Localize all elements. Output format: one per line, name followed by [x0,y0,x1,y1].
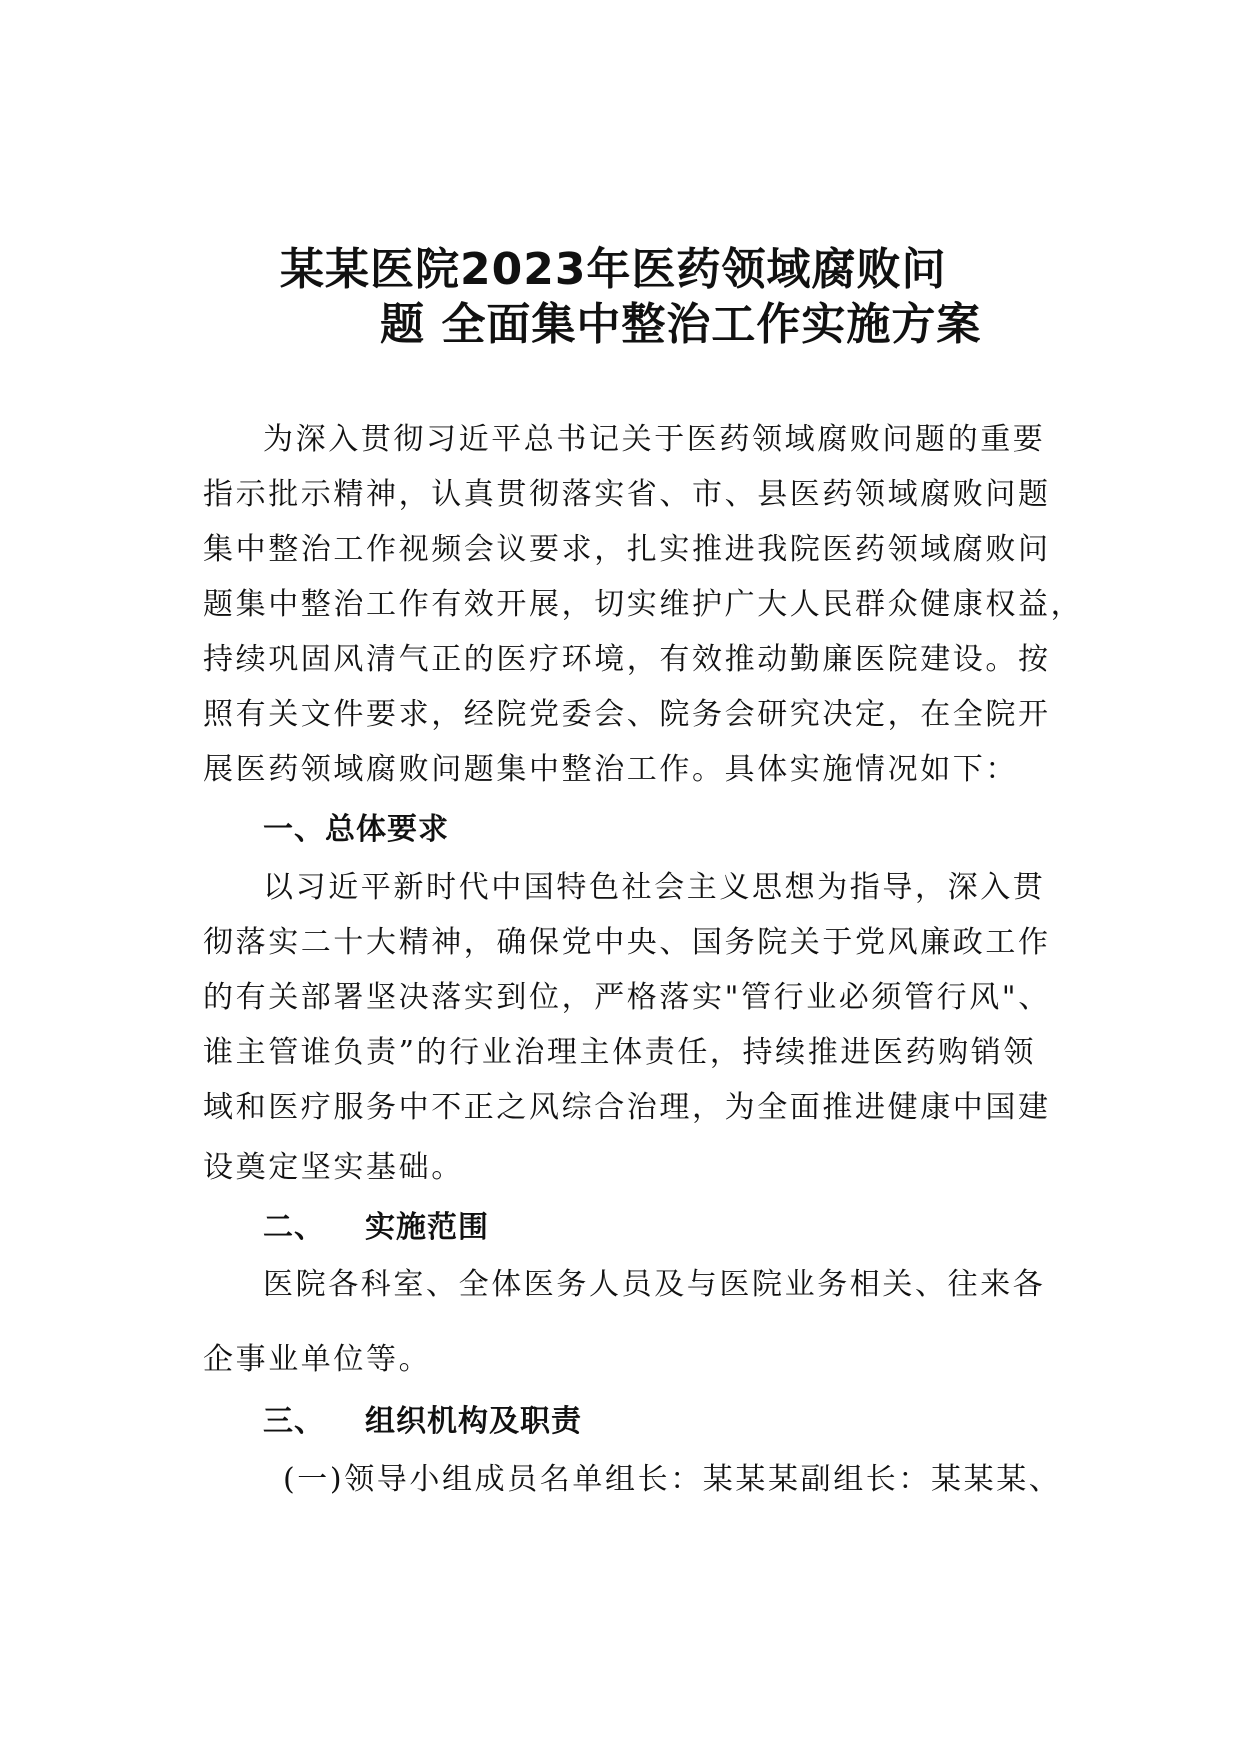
section-1-heading: 一、总体要求 [263,812,449,847]
document-title-line-1: 某某医院2023年医药领域腐败问 [280,244,947,295]
section-1-line-4: 谁主管谁负责”的行业治理主体责任，持续推进医药购销领 [203,1035,1036,1070]
section-2-line-1: 医院各科室、全体医务人员及与医院业务相关、往来各 [263,1267,1046,1302]
intro-line-3: 集中整治工作视频会议要求，扎实推进我院医药领域腐败问 [203,532,1051,567]
section-2-heading [263,1208,489,1248]
section-2-number: 二、 [263,1210,325,1245]
intro-line-7: 展医药领域腐败问题集中整治工作。具体实施情况如下： [203,752,1018,787]
intro-line-2: 指示批示精神，认真贯彻落实省、市、县医药领域腐败问题 [203,477,1051,512]
section-2-title: 实施范围 [365,1210,489,1245]
intro-line-4: 题集中整治工作有效开展，切实维护广大人民群众健康权益， [203,587,1084,622]
intro-line-6: 照有关文件要求，经院党委会、院务会研究决定，在全院开 [203,697,1051,732]
section-3-title: 组织机构及职责 [365,1404,582,1439]
section-3-heading [263,1402,582,1442]
section-3-line-1: (一)领导小组成员名单组长：某某某副组长：某某某、 [283,1462,1062,1497]
document-title-line-2: 题 全面集中整治工作实施方案 [380,299,982,350]
intro-line-1: 为深入贯彻习近平总书记关于医药领域腐败问题的重要 [263,422,1046,457]
section-1-line-1: 以习近平新时代中国特色社会主义思想为指导，深入贯 [263,870,1046,905]
section-2-line-2: 企事业单位等。 [203,1342,432,1377]
section-3-number: 三、 [263,1404,325,1439]
section-1-line-5: 域和医疗服务中不正之风综合治理，为全面推进健康中国建 [203,1090,1051,1125]
section-1-line-3: 的有关部署坚决落实到位，严格落实"管行业必须管行风"、 [203,980,1051,1015]
section-1-line-6: 设奠定坚实基础。 [203,1150,464,1185]
intro-line-5: 持续巩固风清气正的医疗环境，有效推动勤廉医院建设。按 [203,642,1051,677]
section-1-line-2: 彻落实二十大精神，确保党中央、国务院关于党风廉政工作 [203,925,1051,960]
